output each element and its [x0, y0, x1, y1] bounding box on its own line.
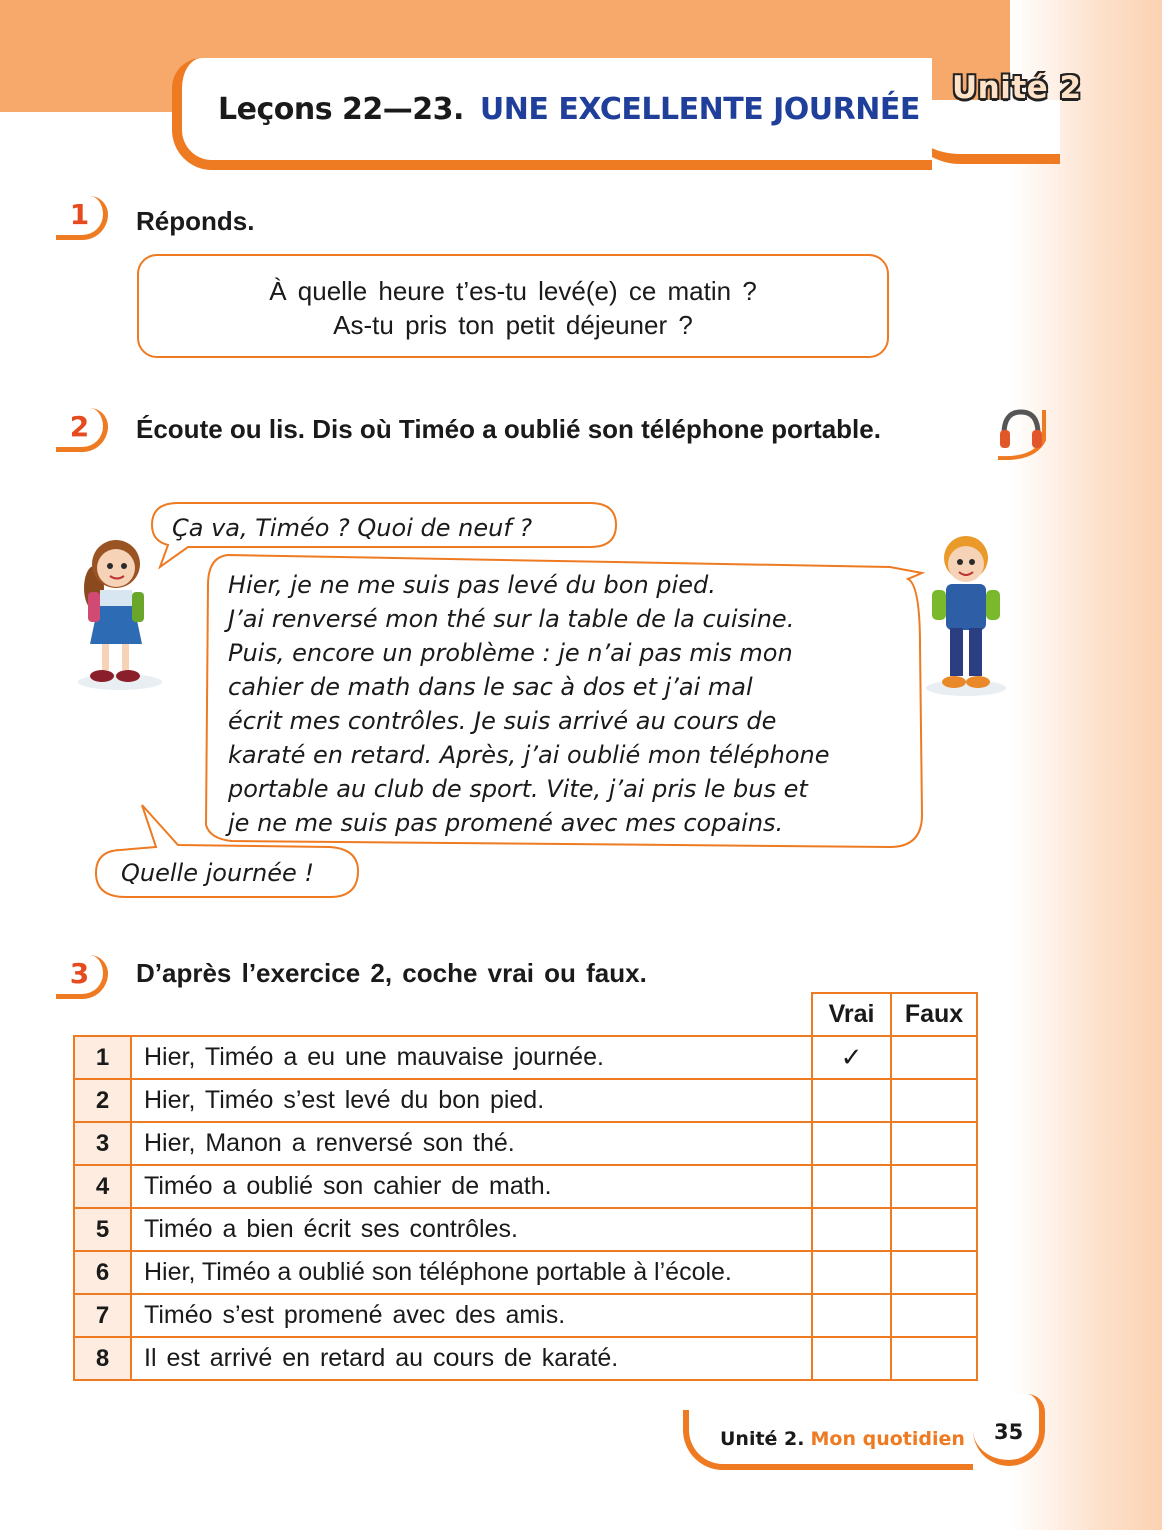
table-row	[74, 1208, 977, 1251]
lesson-name: UNE EXCELLENTE JOURNÉE	[479, 92, 920, 127]
girl-reply-text: Quelle journée !	[121, 859, 315, 887]
table-row	[74, 1294, 977, 1337]
answer-line: Hier, je ne me suis pas levé du bon pied.	[228, 571, 716, 599]
table-row	[74, 1079, 977, 1122]
page-number: 35	[994, 1420, 1024, 1444]
headphones-icon[interactable]	[994, 400, 1048, 460]
vrai-checkbox[interactable]	[812, 1337, 891, 1380]
answer-line: karaté en retard. Après, j’ai oublié mon téléphone	[228, 741, 830, 769]
girl-question-text: Ça va, Timéo ? Quoi de neuf ?	[172, 514, 533, 542]
exercise-1-question-box	[137, 254, 889, 358]
table-row	[74, 1251, 977, 1294]
row-number: 8	[74, 1337, 131, 1380]
table-row	[74, 1036, 977, 1079]
row-number: 4	[74, 1165, 131, 1208]
faux-checkbox[interactable]	[891, 1165, 977, 1208]
table-row	[74, 1165, 977, 1208]
exercise-3-title: D’après l’exercice 2, coche vrai ou faux.	[136, 958, 647, 988]
blank-header	[74, 993, 131, 1036]
row-statement: Hier, Timéo a eu une mauvaise journée.	[131, 1036, 812, 1079]
faux-checkbox[interactable]	[891, 1079, 977, 1122]
exercise-1-number: 1	[56, 196, 108, 240]
row-statement: Hier, Timéo a oublié son téléphone portable à l’école.	[131, 1251, 812, 1294]
girl-illustration	[72, 532, 172, 692]
faux-checkbox[interactable]	[891, 1036, 977, 1079]
true-false-table	[73, 992, 978, 1381]
faux-checkbox[interactable]	[891, 1251, 977, 1294]
row-statement: Timéo s’est promené avec des amis.	[131, 1294, 812, 1337]
faux-checkbox[interactable]	[891, 1122, 977, 1165]
lesson-number: Leçons 22—23.	[218, 92, 464, 127]
row-number: 5	[74, 1208, 131, 1251]
exercise-2-number: 2	[56, 408, 108, 452]
lesson-title	[218, 92, 920, 127]
vrai-checkbox[interactable]	[812, 1165, 891, 1208]
question-1: À quelle heure t’es-tu levé(e) ce matin ?	[269, 276, 757, 306]
row-number: 7	[74, 1294, 131, 1337]
table-header-row	[74, 993, 977, 1036]
blank-header	[131, 993, 812, 1036]
vrai-checkbox[interactable]	[812, 1294, 891, 1337]
vrai-checkbox[interactable]	[812, 1079, 891, 1122]
row-statement: Timéo a bien écrit ses contrôles.	[131, 1208, 812, 1251]
faux-checkbox[interactable]	[891, 1208, 977, 1251]
vrai-header: Vrai	[812, 993, 891, 1036]
answer-line: je ne me suis pas promené avec mes copains.	[228, 809, 784, 837]
row-statement: Il est arrivé en retard au cours de karaté.	[131, 1337, 812, 1380]
vrai-checkbox[interactable]	[812, 1122, 891, 1165]
answer-line: cahier de math dans le sac à dos et j’ai mal	[228, 673, 753, 701]
unit-badge: Unité 2	[952, 70, 1082, 106]
footer-title	[720, 1428, 965, 1450]
footer-unit-title: Mon quotidien	[810, 1428, 965, 1450]
exercise-2-title: Écoute ou lis. Dis où Timéo a oublié son téléphone portable.	[136, 414, 881, 444]
answer-line: portable au club de sport. Vite, j’ai pris le bus et	[228, 775, 808, 803]
row-number: 6	[74, 1251, 131, 1294]
exercise-3-number: 3	[56, 955, 108, 999]
row-number: 3	[74, 1122, 131, 1165]
faux-checkbox[interactable]	[891, 1294, 977, 1337]
vrai-checkbox[interactable]	[812, 1208, 891, 1251]
boy-illustration	[918, 532, 1014, 697]
boy-answer-text	[228, 568, 830, 840]
row-number: 2	[74, 1079, 131, 1122]
row-number: 1	[74, 1036, 131, 1079]
question-2: As-tu pris ton petit déjeuner ?	[333, 310, 693, 340]
row-statement: Timéo a oublié son cahier de math.	[131, 1165, 812, 1208]
row-statement: Hier, Timéo s’est levé du bon pied.	[131, 1079, 812, 1122]
vrai-checkbox[interactable]: ✓	[812, 1036, 891, 1079]
answer-line: J’ai renversé mon thé sur la table de la cuisine.	[228, 605, 795, 633]
faux-header: Faux	[891, 993, 977, 1036]
page-side-band	[1010, 0, 1162, 1530]
answer-line: écrit mes contrôles. Je suis arrivé au cours de	[228, 707, 777, 735]
row-statement: Hier, Manon a renversé son thé.	[131, 1122, 812, 1165]
answer-line: Puis, encore un problème : je n’ai pas mis mon	[228, 639, 793, 667]
faux-checkbox[interactable]	[891, 1337, 977, 1380]
footer-unit: Unité 2.	[720, 1428, 805, 1450]
table-row	[74, 1337, 977, 1380]
vrai-checkbox[interactable]	[812, 1251, 891, 1294]
table-row	[74, 1122, 977, 1165]
exercise-1-title: Réponds.	[136, 206, 255, 236]
